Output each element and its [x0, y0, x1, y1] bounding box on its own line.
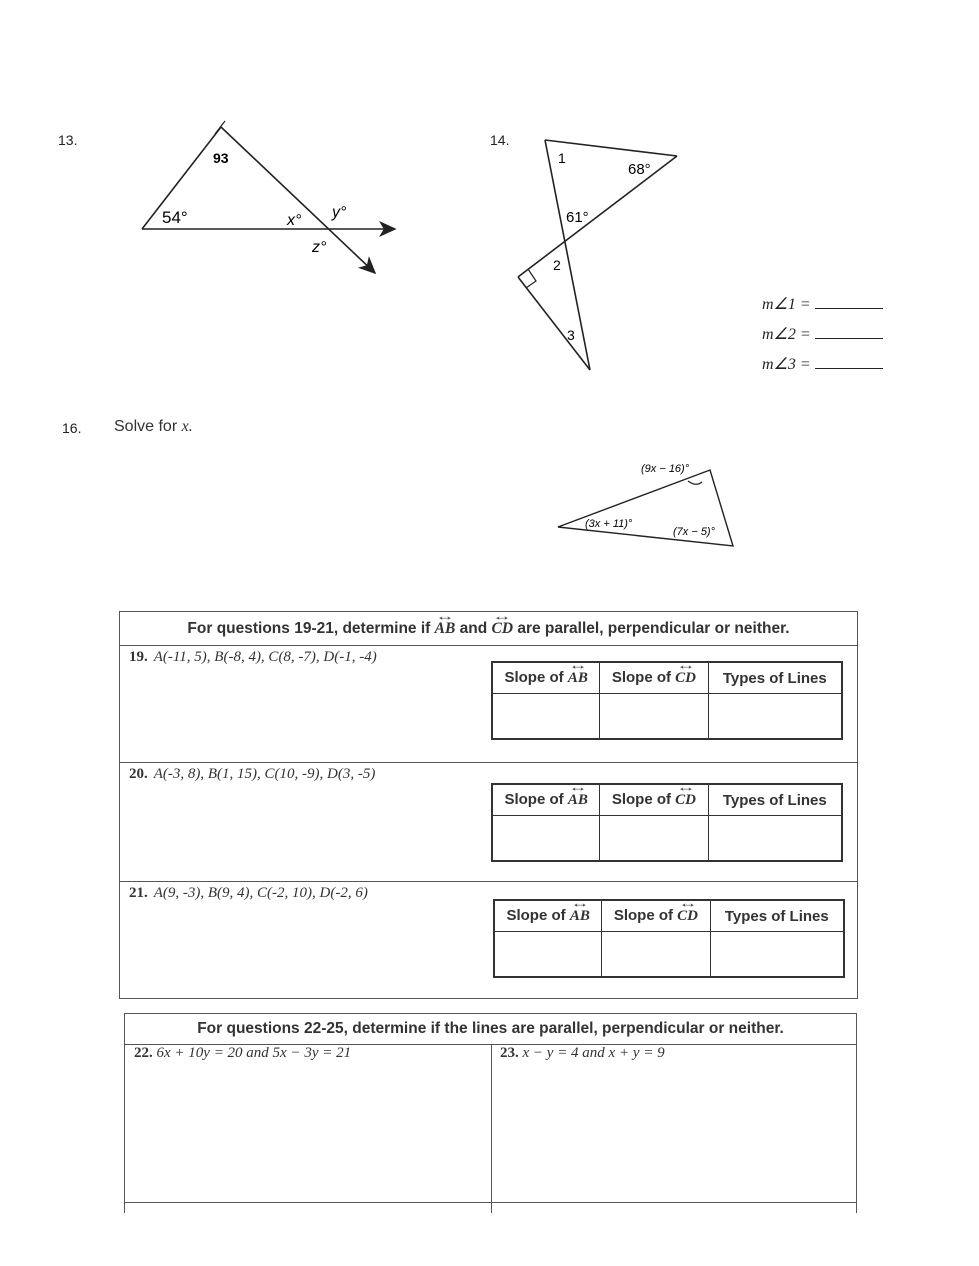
q16-label-top: (9x − 16)°: [641, 463, 690, 475]
table2-bottom-border: [125, 1202, 856, 1203]
table1-header: For questions 19-21, determine if ↔ AB and ↔ CD are parallel, perpendicular or neither.: [120, 612, 857, 646]
q21-label: 21. A(9, -3), B(9, 4), C(-2, 10), D(-2, 6): [129, 885, 368, 901]
q13-label-x: x°: [287, 212, 302, 229]
slope-questions-table: [119, 611, 858, 999]
q19-slope-ab-header: Slope of ↔ AB: [492, 662, 600, 694]
q16-triangle-figure: [550, 455, 750, 555]
q13-right-ray: [221, 127, 375, 273]
q21-slope-cd-header: Slope of ↔ CD: [602, 900, 710, 932]
q19-types-header: Types of Lines: [708, 662, 842, 694]
q13-label-y: y°: [332, 204, 347, 221]
question-20-row: [120, 763, 857, 882]
q20-label: 20. A(-3, 8), B(1, 15), C(10, -9), D(3, -5): [129, 766, 376, 782]
line-equations-table: [124, 1013, 857, 1213]
question-21-row: [120, 882, 857, 998]
q21-slope-ab-header: Slope of ↔ AB: [494, 900, 602, 932]
q23-label[interactable]: 23. x − y = 4 and x + y = 9: [500, 1045, 665, 1061]
q14-label-2: 2: [553, 257, 561, 273]
q21-slope-ab-answer[interactable]: [494, 932, 602, 978]
q20-types-answer[interactable]: [708, 816, 842, 862]
q20-slope-ab-answer[interactable]: [492, 816, 600, 862]
q20-slope-cd-header: Slope of ↔ CD: [600, 784, 708, 816]
q16-label-right: (7x − 5)°: [673, 526, 715, 538]
question-19-row: [120, 646, 857, 763]
q19-slope-ab-answer[interactable]: [492, 694, 600, 740]
q13-label-54: 54°: [162, 208, 188, 227]
q13-label-z: z°: [312, 239, 327, 256]
q14-label-1: 1: [558, 150, 566, 166]
question-16-number: 16.: [62, 420, 82, 436]
q20-slope-ab-header: Slope of ↔ AB: [492, 784, 600, 816]
q19-slope-cd-header: Slope of ↔ CD: [600, 662, 708, 694]
q13-triangle-figure: [130, 115, 410, 285]
q16-prompt: Solve for x.: [114, 418, 193, 435]
answer-m2[interactable]: m∠2 =: [762, 324, 883, 344]
q14-label-3: 3: [567, 327, 575, 343]
q21-slope-cd-answer[interactable]: [602, 932, 710, 978]
q19-label: 19. A(-11, 5), B(-8, 4), C(8, -7), D(-1, -4): [129, 649, 377, 665]
q20-slope-table: [491, 783, 843, 862]
question-13-number: 13.: [58, 132, 78, 148]
q22-label[interactable]: 22. 6x + 10y = 20 and 5x − 3y = 21: [134, 1045, 352, 1061]
q19-slope-table: [491, 661, 843, 740]
q21-types-answer[interactable]: [710, 932, 844, 978]
answer-m1[interactable]: m∠1 =: [762, 294, 883, 314]
q21-slope-table: [493, 899, 845, 978]
q20-types-header: Types of Lines: [708, 784, 842, 816]
answer-m3[interactable]: m∠3 =: [762, 354, 883, 374]
q20-slope-cd-answer[interactable]: [600, 816, 708, 862]
table2-header: For questions 22-25, determine if the lines are parallel, perpendicular or neither.: [125, 1014, 856, 1045]
q14-label-61: 61°: [566, 209, 589, 226]
q19-slope-cd-answer[interactable]: [600, 694, 708, 740]
q16-label-left: (3x + 11)°: [585, 518, 633, 530]
q13-label-93: 93: [213, 150, 229, 166]
q19-types-answer[interactable]: [708, 694, 842, 740]
q14-triangles-figure: [510, 130, 690, 380]
q21-types-header: Types of Lines: [710, 900, 844, 932]
q14-label-68: 68°: [628, 161, 651, 178]
question-14-number: 14.: [490, 132, 510, 148]
table2-column-divider: [491, 1044, 492, 1213]
